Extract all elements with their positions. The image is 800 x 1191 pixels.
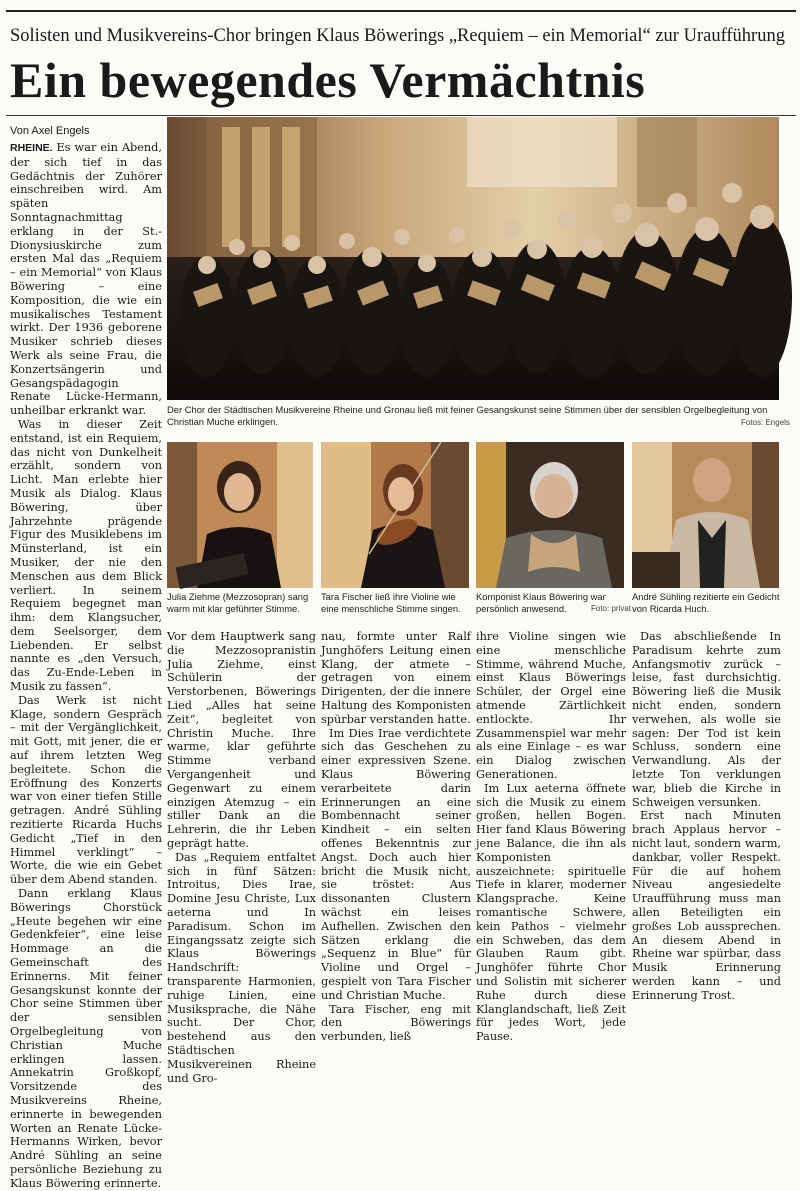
photo-klaus-caption: Komponist Klaus Böwering war persönlich anwesend.: [476, 591, 606, 614]
paragraph: Im Lux aeterna öffnete sich die Musik zu einem großen, hellen Bogen. Hier fand Klaus Böwering jene Balance, die ihn als Komponisten auszeichnete: spirituelle Tiefe in klarer, moderner Klangsprache. Keine romantische Schwere, kein Pathos – vielmehr ein Schweben, das dem Glauben Raum gibt. Junghöfer führte Chor und Solistin mit sicherer Ruhe durch diese Klanglandschaft, ließ Zeit für jedes Wort, jede Pause.: [476, 781, 626, 1044]
paragraph: nau, formte unter Ralf Junghöfers Leitung einen Klang, der atmete – getragen von einem Dirigenten, der die innere Haltung des Komponisten spürbar verstanden hatte.: [321, 630, 471, 726]
dateline-place: RHEINE.: [10, 142, 53, 154]
text-column-3: [321, 630, 471, 1044]
paragraph: Dann erklang Klaus Böwerings Chorstück „Heute begehen wir eine Gedenkfeier“, eine leise Hommage an die Gemeinschaft des Erinnerns. Mit feiner Gesangskunst konnte der Chor seine Stimmen über der sensiblen Orgelbegleitung von Christian Muche erklingen lassen. Annekatrin Großkopf, Vorsitzende des Musikvereins Rheine, erinnerte in bewegenden Worten an Renate Lücke-Hermanns Wirken, bevor André Sühling an seine persönliche Beziehung zu Klaus Böwering erinnerte.: [10, 887, 162, 1190]
paragraph: Erst nach Minuten brach Applaus hervor – nicht laut, sondern warm, dankbar, voller Respekt. Für die auf hohem Niveau angesiedelte Uraufführung muss man allen Beteiligten ein großes Lob aussprechen. An diesem Abend in Rheine war spürbar, dass Musik Erinnerung werden kann – und Erinnerung Trost.: [632, 809, 781, 1002]
photo-klaus-bowering: [476, 442, 624, 588]
photo-tara-fischer: [321, 442, 469, 588]
paragraph: Im Dies Irae verdichtete sich das Geschehen zu einer expressiven Szene. Klaus Böwering verarbeitete darin Erinnerungen an eine Bombennacht seiner Kindheit – ein selten offenes Bekenntnis zur Angst. Doch auch hier bricht die Musik nicht, sie tröstet: Aus dissonanten Clustern wächst ein leises Aufhellen. Zwischen den Sätzen erklang die „Sequenz in Blue“ für Violine und Orgel – gespielt von Tara Fischer und Christian Muche.: [321, 726, 471, 1002]
paragraph: Tara Fischer, eng mit den Böwerings verbunden, ließ: [321, 1002, 471, 1044]
paragraph: Vor dem Hauptwerk sang die Mezzosopranistin Julia Ziehme, einst Schülerin der Verstorbenen, Böwerings Lied „Alles hat seine Zeit“, begleitet von Christin Muche. Ihre warme, klar geführte Stimme verband Vergangenheit und Gegenwart zu einem einzigen Atemzug – ein stiller Dank an die Lehrerin, die ihr Leben geprägt hatte.: [167, 630, 316, 850]
text-column-2: [167, 630, 316, 1085]
paragraph: Das abschließende In Paradisum kehrte zum Anfangsmotiv zurück – leise, fast durchsichtig. Böwering ließ die Musik nicht enden, sondern verwehen, als wolle sie sagen: Der Tod ist kein Schluss, sondern eine Verwandlung. Als der letzte Ton verklungen war, blieb die Kirche in Schweigen versunken.: [632, 630, 781, 809]
paragraph: Das Werk ist nicht Klage, sondern Gespräch – mit der Vergänglichkeit, mit Gott, mit jener, die er auf ihrem letzten Weg begleitete. Schon die Eröffnung des Konzerts war von einer tiefen Stille getragen. André Sühling rezitierte Ricarda Huchs Gedicht „Tief in den Himmel verklingt“ – Worte, die wie ein Gebet über dem Abend standen.: [10, 693, 162, 887]
text-column-5: [632, 630, 781, 1002]
paragraph: Das „Requiem entfaltet sich in fünf Sätzen: Introitus, Dies Irae, Domine Jesu Christe, Lux aeterna und In Paradisum. Schon im Eingangssatz zeigte sich Klaus Böwerings Handschrift: transparente Harmonien, ruhige Linien, eine Musiksprache, die Nähe sucht. Der Chor, bestehend aus den Städtischen Musikvereinen Rheine und Gro-: [167, 850, 316, 1085]
main-photo-caption: Der Chor der Städtischen Musikvereine Rheine und Gronau ließ mit feiner Gesangskunst seine Stimmen über der sensiblen Orgelbegleitung von Christian Muche erklingen.: [167, 404, 768, 427]
paragraph-lead: [10, 141, 162, 418]
lead-text: Es war ein Abend, der sich tief in das Gedächtnis der Zuhörer einschreiben wird. Am späten Sonntagnachmittag erklang in der St.-Dionysiuskirche zum ersten Mal das „Requiem – ein Memorial“ von Klaus Böwering – eine Komposition, die wie ein musikalisches Testament wirkt. Der 1936 geborene Musiker schrieb dieses Werk als seine Frau, die Konzertsängerin und Gesangspädagogin Renate Lücke-Hermann, unheilbar erkrankt war.: [10, 141, 162, 418]
main-photo-choir: [167, 117, 779, 400]
photo-julia-caption: Julia Ziehme (Mezzosopran) sang warm mit klar geführter Stimme.: [167, 591, 309, 614]
headline-rule: [6, 115, 796, 116]
text-column-4: [476, 630, 626, 1044]
paragraph: ihre Violine singen wie eine menschliche Stimme, während Muche, einst Klaus Böwerings Schüler, der Orgel eine atmende Zärtlichkeit entlockte. Ihr Zusammenspiel war mehr als eine Einlage – es war ein Dialog zwischen Generationen.: [476, 630, 626, 781]
photo-julia-ziehme: [167, 442, 313, 588]
paragraph: Was in dieser Zeit entstand, ist ein Requiem, das nicht von Dunkelheit erzählt, sondern von Licht. Man erlebte hier Musik als Dialog. Klaus Böwering, über Jahrzehnte prägende Figur des Musiklebens im Münsterland, ist ein Musiker, der nie den Menschen aus dem Blick verliert. In seinem Requiem begegnet man ihm: dem Klangsucher, dem Seelsorger, dem Liebenden. Er selbst nannte es „den Versuch, das Zu-Ende-Leben in Musik zu fassen“.: [10, 417, 162, 694]
article-byline: Von Axel Engels: [10, 125, 90, 137]
article-kicker: Solisten und Musikvereins-Chor bringen Klaus Böwerings „Requiem – ein Memorial“ zur Uraufführung: [10, 26, 785, 46]
text-column-1: [10, 141, 162, 1190]
main-photo-credit: Fotos: Engels: [741, 418, 790, 427]
photo-klaus-credit: Foto: privat: [591, 604, 632, 613]
article-headline: Ein bewegendes Vermächtnis: [10, 52, 646, 108]
photo-tara-caption: Tara Fischer ließ ihre Violine wie eine menschliche Stimme singen.: [321, 591, 461, 614]
photo-andre-caption: André Sühling rezitierte ein Gedicht von Ricarda Huch.: [632, 591, 780, 614]
photo-andre-suhling: [632, 442, 779, 588]
top-rule: [6, 10, 796, 12]
